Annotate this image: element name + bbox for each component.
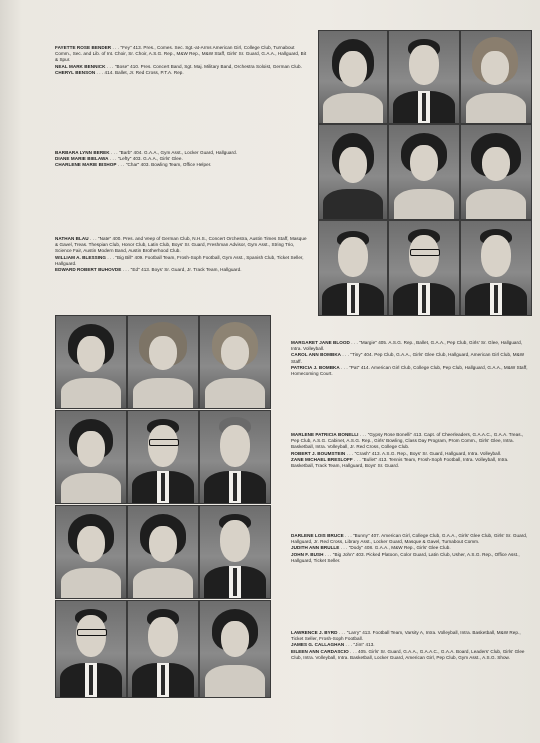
student-photo [460,124,532,220]
student-photo [318,124,388,220]
student-photo [388,220,460,316]
student-name: BARBARA LYNN BEREK [55,150,110,155]
student-name: PATRICIA J. BOMBKA [291,364,340,370]
student-name: JAMES G. CALLAGHAN [291,642,345,648]
student-bio: . . . "Nate" 400. Pres. and Veep of German Club, N.H.S., Concert Orchestra, Austin Times Staff, Masque & Gavel, Treas. Thespian Club, Honor Club, Latin Club, Boys' Sr. Guard, Freshman Advisor, Gym Asst., String Trio, Science Fair, Austin Modern Band, Austin Brotherhood Club. [55,236,307,254]
student-name: MARLENE PATRICIA BONELLI [291,432,359,437]
student-bio: . . . "Ed" 413. Boys' Sr. Guard, Jr. Track Team, Hallguard. [122,267,242,273]
student-bio: . . . "Bullet" 413. Tennis Team, Frosh-Soph Football, Intra. Volleyball, Intra. Basketball, Track Team, Hallguard, Boys' Sr. Guard. [291,456,509,469]
bio-entry [55,162,307,168]
bio-block-bruce [291,533,531,564]
student-name: DARLENE LOIS BRUCE [291,533,344,538]
student-name: JOHN F. BUSH [291,551,324,557]
student-name: CAROL ANN BOMBKA [291,352,342,358]
student-name: WILLIAM A. BLESSING [55,254,107,260]
student-bio: . . . "Bunny" 407. American Girl, College Club, G.A.A., Girls' Glee Club, Girls' Sr. Guard, Hallguard, Jr. Red Cross, Library Asst., Locker Guard, Masque & Gavel, Turnabout Comm. [291,533,528,545]
student-bio: . . . "Crash" 413. A.S.G. Rep., Boys' Sr. Guard, Hallguard, Intra. Volleyball. [346,450,502,456]
student-photo [460,30,532,124]
bio-block-blood [291,340,531,377]
student-photo [388,30,460,124]
student-photo [199,600,271,698]
student-name: MARGARET JANE BLOOD [291,340,350,345]
bio-block-bender [55,45,307,76]
student-photo [127,505,199,599]
bio-entry [291,649,531,661]
student-name: JUDITH ANN BRULLE [291,545,340,551]
bio-entry [291,533,531,545]
bio-entry [291,365,531,377]
student-photo [199,505,271,599]
bio-entry [291,552,531,564]
student-name: NATHAN BLAU [55,236,89,241]
student-bio: . . . "Big John" 403. Picked Platoon, Color Guard, Latin Club, Usher, A.S.G. Rep., Office Asst., Hallguard, Ticket Seller. [291,551,520,563]
student-name: EDWARD ROBERT BUHOVDE [55,267,122,273]
student-photo [388,124,460,220]
student-bio: . . . "Jim" 413. [345,642,375,648]
student-photo [318,30,388,124]
student-photo [55,410,127,504]
bio-entry [291,630,531,642]
bio-block-bonelli [291,432,531,469]
student-photo [55,600,127,698]
student-name: CHERYL BENSON [55,69,96,75]
student-name: ROBERT J. BOUMSTEIN [291,450,346,456]
bio-entry [55,267,307,273]
student-bio: . . . 414. Ballet, Jr. Red Cross, P.T.A. Rep. [96,69,184,75]
student-bio: . . . "Big Bill" 409. Football Team, Frosh-Soph Football, Gym Asst., Spanish Club, Ticket Seller, Hallguard. [55,254,304,266]
bio-block-berek [55,150,307,169]
bio-entry [291,352,531,364]
bio-entry [291,340,531,352]
student-bio: . . . "Tiny" 404. Pep Club, G.A.A., Girls' Glee Club, Hallguard, American Girl Club, M&W Staff. [291,352,525,364]
bio-entry [55,45,307,64]
student-photo [127,410,199,504]
student-photo [460,220,532,316]
student-bio: . . . "Fey" 413. Pres., Comes. Sec. Sgt.-at-Arms American Girl, College Club, Turnabout Comm., Sec. and Lib. of Int. Choir, Sr. Choir, A.S.G. Rep., M&W Rep., M&W Staff, Girls' Sr. Guard, G.A.A., Hallguard, Bit & Spur. [55,45,307,63]
bio-block-byrd [291,630,531,661]
student-photo [318,220,388,316]
bio-entry [55,255,307,267]
student-photo [55,315,127,409]
bio-entry [291,432,531,451]
bio-entry [55,236,307,255]
student-bio: . . . "Margie" 405. A.S.G. Rep., Ballet, G.A.A., Pep Club, Girls' Sr. Glee, Hallguard, Intra. Volleyball. [291,340,523,352]
student-photo [199,410,271,504]
bio-entry [291,457,531,469]
student-bio: . . . "Larry" 413. Football Team, Varsity A, Intra. Volleyball, Intra. Basketball, M&W Rep., Ticket Seller, Frosh-Soph Football. [291,630,521,642]
student-photo [199,315,271,409]
student-photo [127,600,199,698]
student-bio: . . . "Dody" 408. G.A.A., M&W Rep., Girls' Glee Club. [340,545,451,551]
student-name: DIANE MARIE BIELAWA [55,156,109,162]
student-name: CHARLENE MARIE BISHOP [55,162,117,168]
student-photo [127,315,199,409]
bio-block-blau [55,236,307,273]
student-name: FAYETTE ROSE BENDER [55,45,112,50]
student-bio: . . . "Gypsy Rose Bonelli" 413. Capt. of Cheerleaders, G.A.A.C., G.A.A. Treas., Pep Club, A.S.G. Cabinet, A.S.G. Rep., Girls' Bowling, Class Day Program, Prom Comm., Girls' Glee, Intra. Basketball, Intra. Volleyball, Jr. Red Cross, College Club. [291,432,524,450]
student-bio: . . . "Pat" 414. American Girl Club, College Club, Pep Club, Hallguard, G.A.A., M&W Staff, Homecoming Court. [291,364,528,377]
bio-entry [55,70,307,76]
student-photo [55,505,127,599]
student-name: EILEEN ANN CARDASCIO [291,648,349,654]
student-bio: . . . "Char" 403. Bowling Team, Office Helper. [117,162,212,168]
student-name: ZANE MICHAEL BRESLOFF [291,456,353,462]
student-bio: . . . 405. Girls' Sr. Guard, G.A.A., G.A.A.C., G.A.A. Board, Leaders' Club, Girls' Glee Club, Intra. Volleyball, Intra. Basketball, Locker Guard, American Girl, Pep Club, Gym Asst., A.S.G. Show. [291,648,525,660]
student-bio: . . . "Barb" 404. G.A.A., Gym Asst., Locker Guard, Hallguard. [111,150,238,155]
student-name: LAWRENCE J. BYRD [291,630,338,635]
student-bio: . . . "Lefty" 403. G.A.A., Girls' Glee. [109,156,183,162]
student-bio: . . . "Bose" 410. Pres. Concert Band, Sgt. Maj. Military Band, Orchestra Soloist, German Club. [106,63,302,69]
student-name: NEAL MARK BENNICK [55,63,106,69]
